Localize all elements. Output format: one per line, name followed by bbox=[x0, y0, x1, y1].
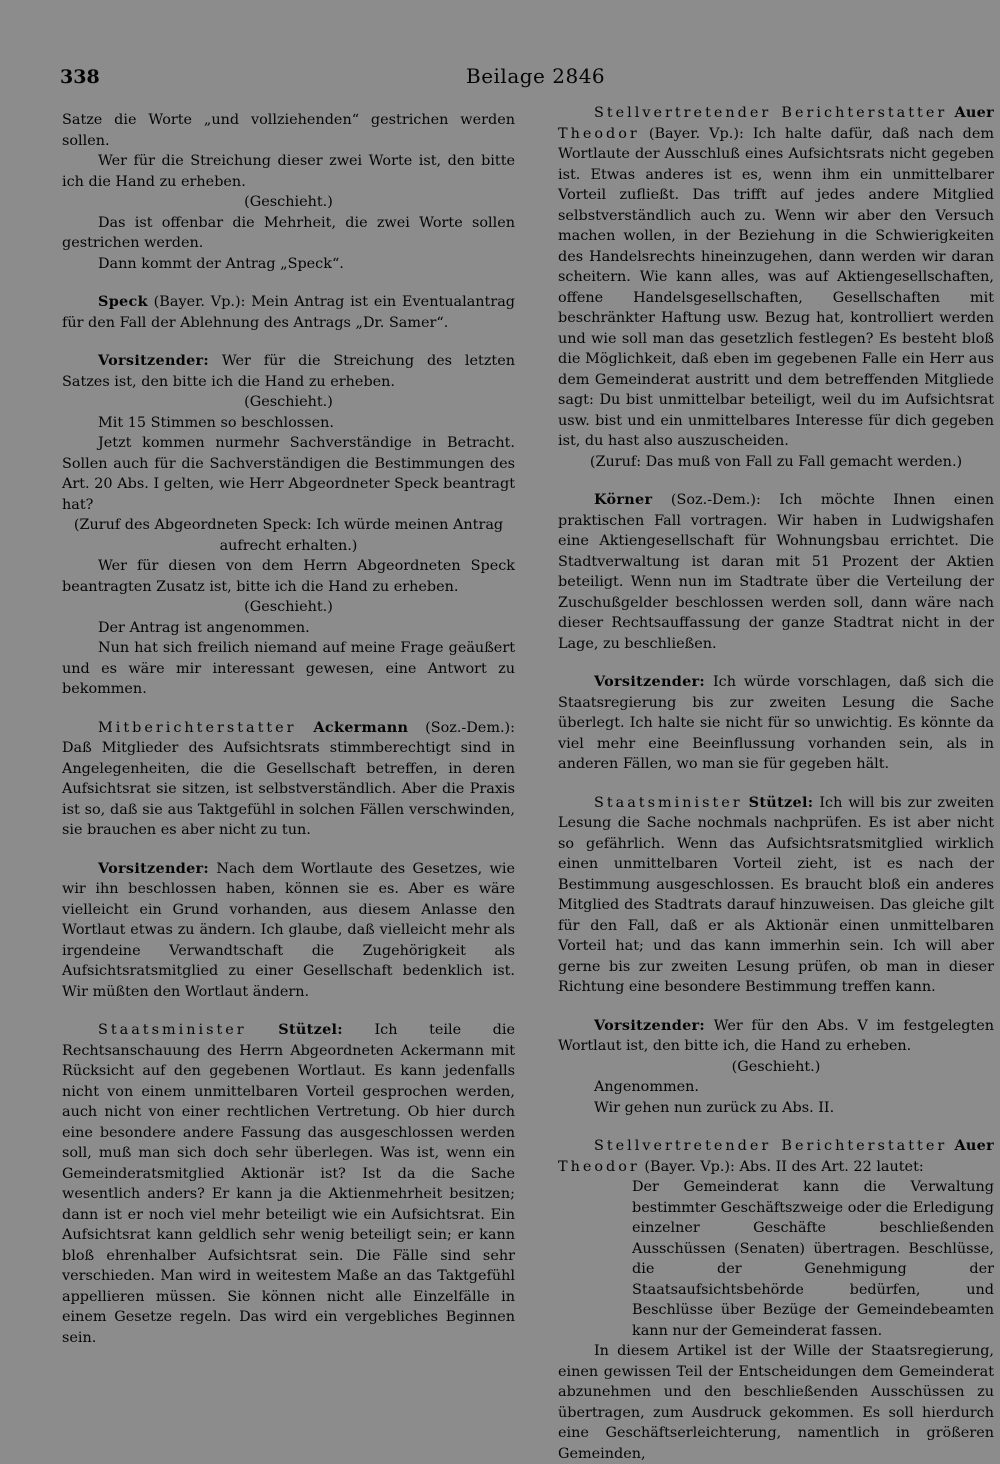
speech-text: (Soz.-Dem.): Ich möchte Ihnen einen praktischen Fall vortragen. Wir haben in Ludwigshafen eine Aktiengesellschaft für Wohnungsbau errichtet. Die Stadtverwaltung ist daran mit 51 Prozent der Aktien beteiligt. Wenn nun im Stadtrate über die Verteilung der Zuschußgelder beschlossen werden soll, dann wäre nach dieser Rechtsauffassung der ganze Stadtrat nicht in der Lage, zu beschließen. bbox=[558, 492, 994, 652]
speaker-name: Stützel: bbox=[278, 1021, 343, 1038]
speech-text: Ich würde vorschlagen, daß sich die Staatsregierung bis zur zweiten Lesung die Sache überlegt. Ich halte sie nicht für so unwichtig. Es könnte da viel mehr eine Beeinflussung vorhanden sein, als in anderen Fällen, wo man sie für gegeben hält. bbox=[558, 674, 994, 772]
speaker-paragraph bbox=[62, 859, 515, 1003]
speaker-name: Vorsitzender: bbox=[594, 673, 706, 690]
speaker-name: Speck bbox=[98, 293, 148, 310]
speaker-first-name: Theodor bbox=[558, 125, 640, 142]
paragraph-gap bbox=[62, 274, 515, 292]
quoted-article-text: Der Gemeinderat kann die Verwaltung bestimmter Geschäftszweige oder die Erledigung einzelner Geschäfte beschließenden Ausschüssen (Senaten) übertragen. Beschlüsse, die der Genehmigung der Staatsaufsichtsbehörde bedürfen, und Beschlüsse über Bezüge der Gemeindebeamten kann nur der Gemeinderat fassen. bbox=[632, 1179, 994, 1339]
speaker-paragraph bbox=[558, 103, 994, 452]
speaker-paragraph bbox=[558, 1016, 994, 1057]
paragraph-gap bbox=[558, 472, 994, 490]
speaker-name: Körner bbox=[594, 491, 653, 508]
speech-text: (Bayer. Vp.): Abs. II des Art. 22 lautet: bbox=[639, 1158, 924, 1175]
speaker-role: Stellvertretender Berichterstatter bbox=[594, 1138, 948, 1154]
page-header bbox=[0, 66, 1000, 96]
speech-text: (Bayer. Vp.): Mein Antrag ist ein Eventualantrag für den Fall der Ablehnung des Antrags „Dr. Samer“. bbox=[62, 294, 515, 331]
paragraph-gap bbox=[558, 775, 994, 793]
paragraph: Wer für die Streichung dieser zwei Worte ist, den bitte ich die Hand zu erheben. bbox=[62, 153, 515, 190]
centered-note: (Geschieht.) bbox=[244, 194, 333, 210]
speaker-role: Mitberichterstatter bbox=[98, 719, 297, 736]
speech-text: Ich will bis zur zweiten Lesung die Sache nochmals nachprüfen. Es ist aber nicht so gefährlich. Wenn das Aufsichtsratsmitglied wirklich einen unmittelbaren Vorteil zieht, ist es nach der Bestimmung ausgeschlossen. Es braucht bloß ein anderes Mitglied des Stadtrats darauf hinzuweisen. Das gleiche gilt für den Fall, daß er als Aktionär einen unmittelbaren Vorteil hat; und das kann immerhin sein. Ich will aber gerne bis zur zweiten Lesung prüfen, ob man in dieser Richtung eine besondere Bestimmung treffen kann. bbox=[558, 794, 995, 995]
speaker-name: Auer bbox=[954, 1137, 995, 1154]
paragraph: Das ist offenbar die Mehrheit, die zwei Worte sollen gestrichen werden. bbox=[62, 214, 515, 251]
centered-note: (Geschieht.) bbox=[244, 599, 333, 615]
speaker-paragraph bbox=[558, 1136, 994, 1177]
running-title: Beilage 2846 bbox=[466, 64, 606, 88]
paragraph-gap bbox=[62, 700, 515, 718]
centered-note: (Geschieht.) bbox=[244, 394, 333, 410]
paragraph: Satze die Worte „und vollziehenden“ gestrichen werden sollen. bbox=[62, 112, 515, 149]
paragraph-gap bbox=[62, 1002, 515, 1020]
speaker-name: Auer bbox=[954, 104, 995, 121]
paragraph: In diesem Artikel ist der Wille der Staatsregierung, einen gewissen Teil der Entscheidungen dem Gemeinderat abzunehmen und den beschließenden Ausschüssen zu übertragen, zum Ausdruck gekommen. Es soll hierdurch eine Geschäftserleichterung, namentlich in größeren Gemeinden, bbox=[558, 1343, 994, 1462]
speech-text: Ich teile die Rechtsanschauung des Herrn Abgeordneten Ackermann mit Rücksicht auf den gegebenen Wortlaut. Es kann jedenfalls nicht von einem unmittelbaren Vorteil gesprochen werden, auch nicht von einer rechtlichen Vertretung. Ob hier durch eine besondere andere Fassung das ausgeschlossen werden soll, muß man sich doch sehr überlegen. Was ist, wenn ein Gemeinderatsmitglied Aktionär ist? Ist da die Sache wesentlich anders? Er kann ja die Aktienmehrheit besitzen; dann ist er noch viel mehr beteiligt wie ein Aufsichtsrat. Ein Aufsichtsrat kann geldlich sehr wenig beteiligt sein; er kann bloß ehrenhalber Aufsichtsrat sein. Die Fälle sind sehr verschieden. Man wird in weitestem Maße an das Taktgefühl appellieren müssen. Sie können nicht alle Einzelfälle in einem Gesetze regeln. Das wird ein vergebliches Beginnen sein. bbox=[62, 1022, 516, 1346]
speech-text: Wer für den Abs. V im festgelegten Wortlaut ist, den bitte ich, die Hand zu erheben. bbox=[558, 1017, 994, 1054]
speaker-first-name: Theodor bbox=[558, 1158, 640, 1175]
paragraph: Der Antrag ist angenommen. bbox=[98, 619, 310, 636]
speaker-role: Staatsminister bbox=[594, 794, 743, 811]
speech-text: Nach dem Wortlaute des Gesetzes, wie wir ihn beschlossen haben, können sie es. Aber es wäre vielleicht ein Grund vorhanden, aus diesem Anlasse den Wortlaut etwas zu ändern. Ich glaube, daß vielleicht mehr als irgendeine Verwandtschaft die Zugehörigkeit als Aufsichtsratsmitglied zu einer Gesellschaft bedenklich ist. Wir müßten den Wortlaut ändern. bbox=[62, 860, 515, 1000]
speaker-role: Staatsminister bbox=[98, 1022, 247, 1038]
paragraph-gap bbox=[62, 841, 515, 859]
paragraph: Nun hat sich freilich niemand auf meine Frage geäußert und es wäre mir interessant gewesen, eine Antwort zu bekommen. bbox=[62, 640, 515, 697]
paragraph: Angenommen. bbox=[594, 1079, 699, 1095]
paragraph: Dann kommt der Antrag „Speck“. bbox=[98, 255, 344, 272]
speaker-name: Vorsitzender: bbox=[98, 352, 210, 369]
speech-text: Wer für die Streichung des letzten Satzes ist, den bitte ich die Hand zu erheben. bbox=[62, 353, 515, 390]
centered-note: (Geschieht.) bbox=[731, 1058, 821, 1075]
speech-text: (Bayer. Vp.): Ich halte dafür, daß nach dem Wortlaute der Ausschluß eines Aufsichtsrats nicht gegeben ist. Etwas anderes ist es, wenn ihm ein unmittelbarer Vorteil zufließt. Das trifft auf jedes andere Mitglied selbstverständlich auch zu. Wenn wir aber den Versuch machen wollen, in der Beziehung in die Schwierigkeiten des Handelsrechts hineinzugehen, dann werden wir daran scheitern. Wie kann alles, was auf Aktiengesellschaften, offene Handelsgesellschaften, Gesellschaften mit beschränkter Haftung usw. Bezug hat, kontrolliert werden und wie soll man das gesetzlich festlegen? Es besteht bloß die Möglichkeit, daß eben im gegebenen Falle ein Herr aus dem Gemeinderat austritt und dem betreffenden Mitgliede sagt: Du bist unmittelbar beteiligt, weil du im Aufsichtsrat usw. bist und ein unmittelbares Interesse für dich gegeben ist, du hast also auszuscheiden. bbox=[558, 125, 994, 449]
speaker-paragraph bbox=[62, 292, 515, 333]
speaker-paragraph bbox=[62, 718, 515, 841]
quoted-article bbox=[632, 1177, 994, 1341]
speaker-paragraph bbox=[62, 351, 515, 392]
speaker-role: Stellvertretender Berichterstatter bbox=[594, 105, 948, 121]
speaker-paragraph bbox=[558, 490, 994, 654]
page-number: 338 bbox=[60, 66, 100, 88]
paragraph-gap bbox=[558, 1118, 994, 1136]
speaker-paragraph bbox=[558, 672, 994, 775]
speaker-name: Ackermann bbox=[313, 718, 409, 736]
centered-note: (Zuruf: Das muß von Fall zu Fall gemacht werden.) bbox=[589, 453, 963, 470]
speech-text: (Soz.-Dem.): Daß Mitglieder des Aufsichtsrats stimmberechtigt sind in Angelegenheiten, die die Gesellschaft betreffen, in deren Aufsichtsrat sie sitzen, ist selbstverständlich. Aber die Praxis ist so, daß sie aus Taktgefühl in solchen Fällen verschwinden, sie brauchen es aber nicht zu tun. bbox=[62, 719, 516, 838]
left-column bbox=[62, 110, 515, 1348]
speaker-paragraph bbox=[62, 1020, 515, 1348]
right-column bbox=[558, 103, 994, 1464]
centered-note: (Zuruf des Abgeordneten Speck: Ich würde meinen Antrag aufrecht erhalten.) bbox=[73, 517, 504, 554]
paragraph: Wir gehen nun zurück zu Abs. II. bbox=[594, 1099, 835, 1116]
paragraph-gap bbox=[558, 998, 994, 1016]
paragraph-gap bbox=[62, 333, 515, 351]
paragraph: Mit 15 Stimmen so beschlossen. bbox=[98, 414, 334, 431]
speaker-paragraph bbox=[558, 793, 994, 998]
paragraph-gap bbox=[558, 654, 994, 672]
speaker-name: Vorsitzender: bbox=[594, 1016, 706, 1034]
paragraph: Jetzt kommen nurmehr Sachverständige in Betracht. Sollen auch für die Sachverständigen die Bestimmungen des Art. 20 Abs. I gelten, wie Herr Abgeordneter Speck beantragt hat? bbox=[62, 435, 515, 513]
speaker-name: Stützel: bbox=[748, 793, 814, 811]
speaker-name: Vorsitzender: bbox=[98, 859, 210, 877]
paragraph: Wer für diesen von dem Herrn Abgeordneten Speck beantragten Zusatz ist, bitte ich die Hand zu erheben. bbox=[62, 558, 515, 595]
